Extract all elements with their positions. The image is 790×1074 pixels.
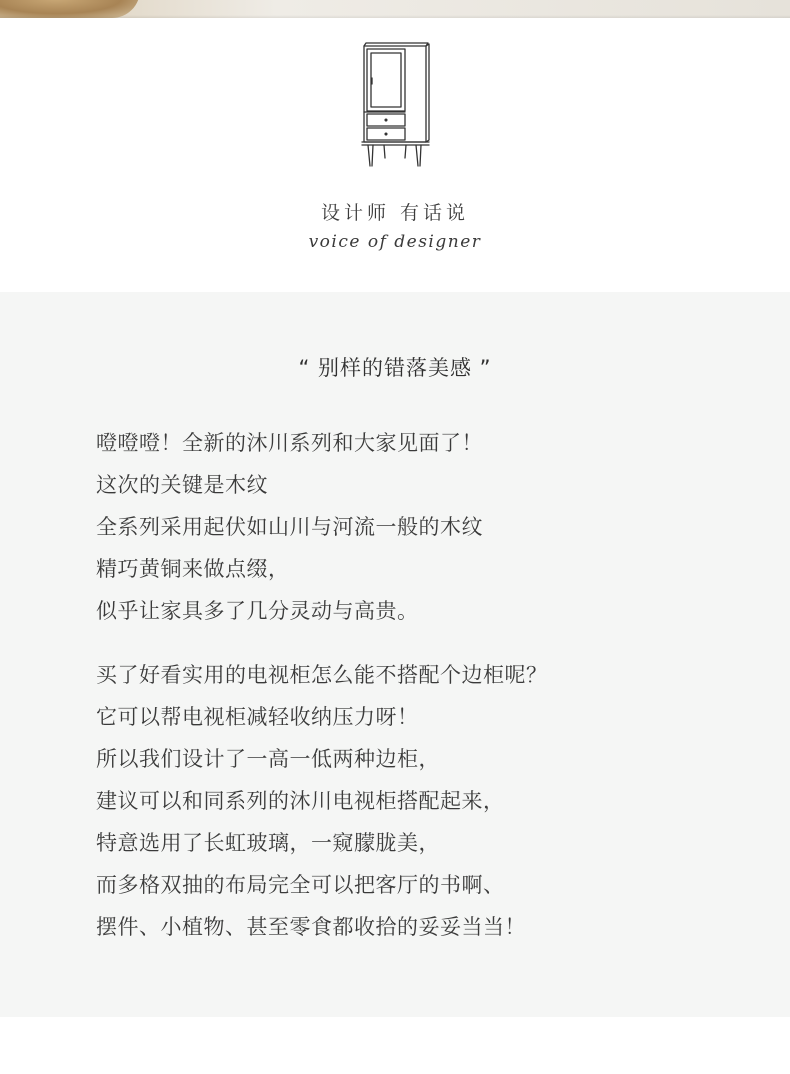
paragraph-line: 全系列采用起伏如山川与河流一般的木纹 (96, 515, 483, 539)
article-paragraph-1 (96, 422, 736, 632)
paragraph-line: 建议可以和同系列的沐川电视柜搭配起来， (96, 789, 505, 813)
paragraph-line: 它可以帮电视柜减轻收纳压力呀！ (96, 705, 419, 729)
paragraph-line: 这次的关键是木纹 (96, 473, 268, 497)
article-paragraph-2 (96, 654, 736, 948)
paragraph-line: 而多格双抽的布局完全可以把客厅的书啊、 (96, 873, 505, 897)
designer-heading-en: voice of designer (308, 232, 482, 252)
wood-texture-banner-image (0, 0, 790, 18)
paragraph-line: 所以我们设计了一高一低两种边柜， (96, 747, 440, 771)
paragraph-line: 摆件、小植物、甚至零食都收拾的妥妥当当！ (96, 915, 526, 939)
article-panel (0, 292, 790, 1017)
paragraph-line: 精巧黄铜来做点缀， (96, 557, 290, 581)
paragraph-line: 噔噔噔！全新的沐川系列和大家见面了！ (96, 431, 483, 455)
paragraph-line: 似乎让家具多了几分灵动与高贵。 (96, 599, 419, 623)
cabinet-line-drawing-icon (360, 40, 432, 170)
paragraph-line: 特意选用了长虹玻璃，一窥朦胧美， (96, 831, 440, 855)
designer-heading-cn: 设计师 有话说 (320, 202, 470, 224)
paragraph-line: 买了好看实用的电视柜怎么能不搭配个边柜呢？ (96, 663, 548, 687)
article-quote-title: “ 别样的错落美感 ” (298, 356, 492, 380)
